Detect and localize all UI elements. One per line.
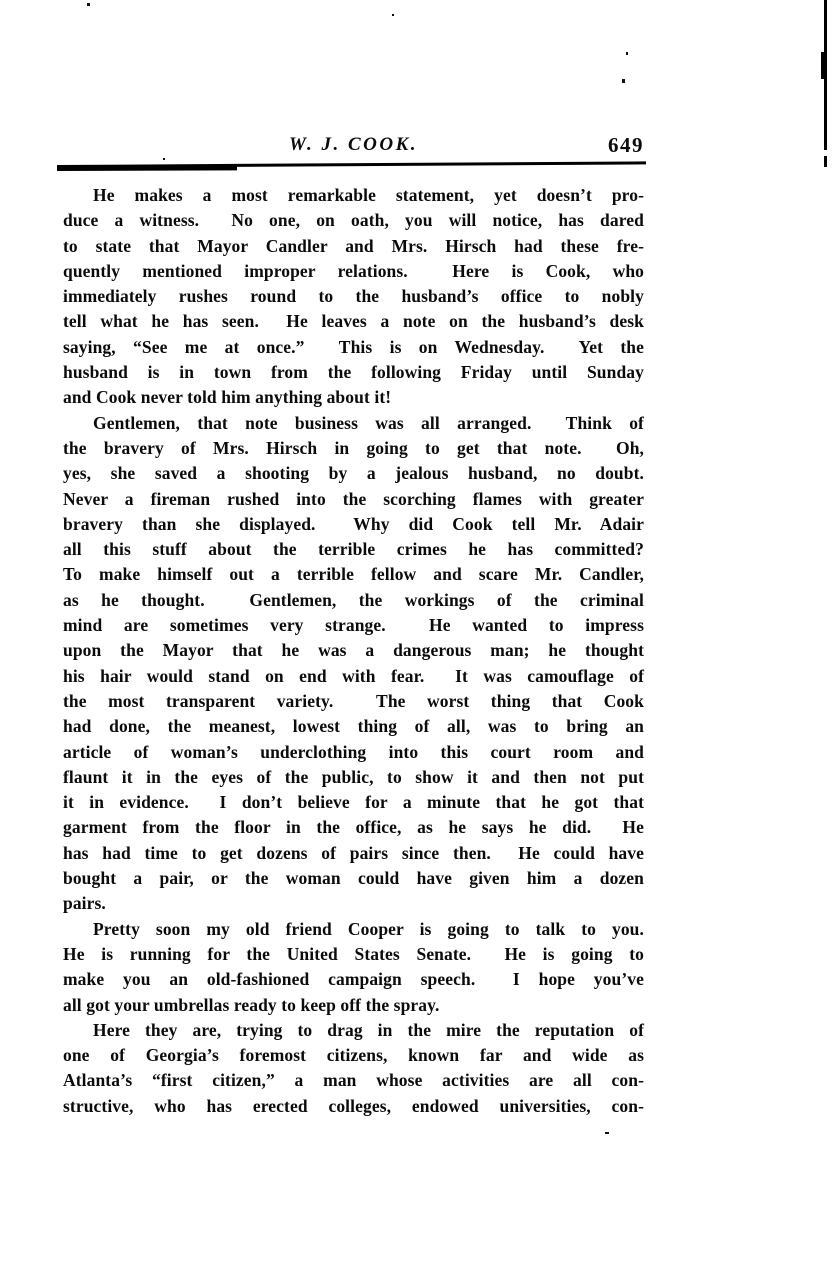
text-line: quently mentioned improper relations. Here is Cook, who: [63, 260, 644, 281]
text-line: his hair would stand on end with fear. It was camouflage of: [63, 665, 644, 686]
text-line: Never a fireman rushed into the scorching flames with greater: [63, 488, 644, 509]
text-line: flaunt it in the eyes of the public, to show it and then not put: [63, 766, 644, 787]
text-line: bravery than she displayed. Why did Cook tell Mr. Adair: [63, 513, 644, 534]
ink-speck: [163, 158, 165, 160]
text-line: has had time to get dozens of pairs since then. He could have: [63, 842, 644, 863]
text-line: Pretty soon my old friend Cooper is going to talk to you.: [93, 918, 644, 939]
text-line: He is running for the United States Senate. He is going to: [63, 943, 644, 964]
text-line: the bravery of Mrs. Hirsch in going to get that note. Oh,: [63, 437, 644, 458]
ink-speck: [626, 52, 628, 55]
header-rule: [57, 166, 237, 171]
text-line: Gentlemen, that note business was all arranged. Think of: [93, 412, 644, 433]
text-line: Here they are, trying to drag in the mire the reputation of: [93, 1019, 644, 1040]
text-line: had done, the meanest, lowest thing of all, was to bring an: [63, 716, 644, 737]
text-line: Atlanta’s “first citizen,” a man whose activities are all con-: [63, 1070, 644, 1091]
text-line: He makes a most remarkable statement, yet doesn’t pro-: [93, 185, 644, 205]
ink-speck: [605, 1132, 609, 1134]
text-line: To make himself out a terrible fellow and scare Mr. Candler,: [63, 564, 644, 585]
text-line: all this stuff about the terrible crimes he has committed?: [63, 539, 644, 560]
text-line: as he thought. Gentlemen, the workings of the criminal: [63, 589, 644, 610]
text-line: husband is in town from the following Friday until Sunday: [63, 362, 644, 383]
page-body: [63, 183, 644, 1119]
text-line: immediately rushes round to the husband’s office to nobly: [63, 286, 644, 307]
text-line: yes, she saved a shooting by a jealous husband, no doubt.: [63, 463, 644, 484]
text-line: structive, who has erected colleges, endowed universities, con-: [63, 1095, 644, 1116]
text-line: pairs.: [63, 893, 106, 914]
text-line: article of woman’s underclothing into this court room and: [63, 741, 644, 762]
text-line: make you an old-fashioned campaign speech. I hope you’ve: [63, 969, 644, 990]
text-line: to state that Mayor Candler and Mrs. Hirsch had these fre-: [63, 235, 644, 256]
text-line: saying, “See me at once.” This is on Wednesday. Yet the: [63, 336, 644, 357]
page-number: 649: [608, 133, 644, 157]
ink-speck: [622, 79, 625, 83]
text-line: the most transparent variety. The worst thing that Cook: [63, 690, 644, 711]
text-line: bought a pair, or the woman could have given him a dozen: [63, 868, 644, 889]
running-header-title: W. J. COOK.: [288, 134, 419, 155]
text-line: one of Georgia’s foremost citizens, known far and wide as: [63, 1045, 644, 1066]
text-line: duce a witness. No one, on oath, you will notice, has dared: [63, 210, 644, 231]
text-line: and Cook never told him anything about it!: [63, 387, 392, 408]
text-line: it in evidence. I don’t believe for a minute that he got that: [63, 792, 644, 813]
text-line: upon the Mayor that he was a dangerous man; he thought: [63, 640, 644, 661]
text-line: mind are sometimes very strange. He wanted to impress: [63, 615, 644, 636]
text-line: garment from the floor in the office, as he says he did. He: [63, 817, 644, 838]
ink-speck: [87, 3, 90, 6]
scan-edge-artifact: [821, 52, 827, 79]
scan-edge-artifact: [824, 156, 827, 167]
ink-speck: [392, 14, 394, 16]
text-line: all got your umbrellas ready to keep off the spray.: [63, 994, 440, 1015]
text-line: tell what he has seen. He leaves a note on the husband’s desk: [63, 311, 644, 332]
